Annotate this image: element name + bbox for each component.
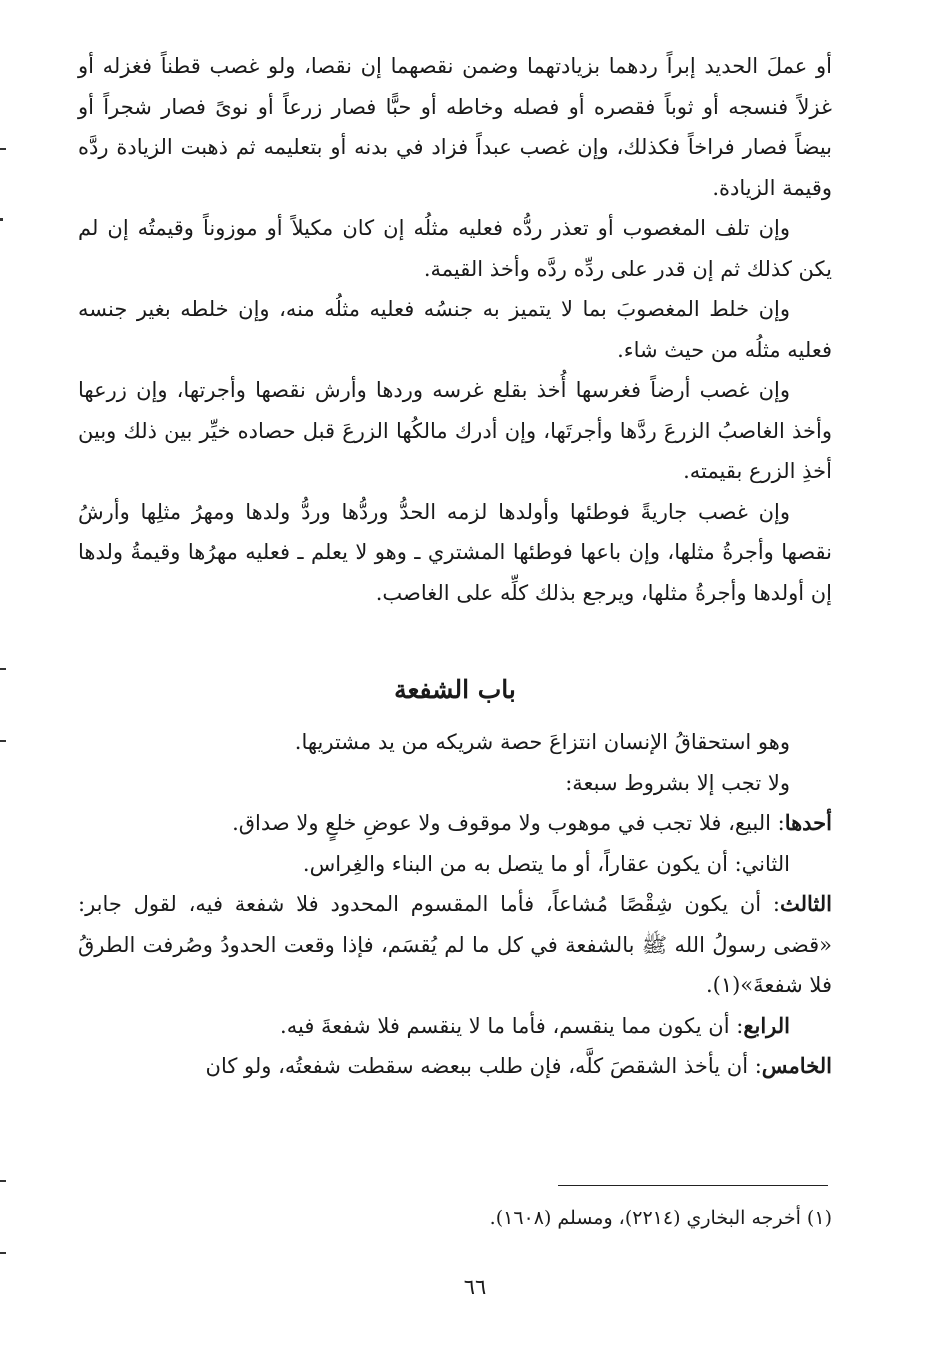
condition-1-text: : البيع، فلا تجب في موهوب ولا موقوف ولا عوضِ خلعٍ ولا صداق.: [232, 811, 785, 835]
condition-2: [78, 844, 832, 885]
scan-margin-mark: [0, 148, 6, 150]
condition-1: [78, 803, 832, 844]
condition-4-text: : أن يكون مما ينقسم، فأما ما لا ينقسم فلا شفعةَ فيه.: [280, 1013, 744, 1038]
condition-5-text: : أن يأخذ الشقصَ كلَّه، فإن طلب ببعضه سقطت شفعتُه، ولو كان: [205, 1054, 762, 1078]
shufa-conditions-intro: ولا تجب إلا بشروط سبعة:: [565, 770, 790, 795]
condition-2-text: : أن يكون عقاراً، أو ما يتصل به من البناء والغِراس.: [302, 851, 742, 876]
paragraph-ghasb-2: وإن تلف المغصوب أو تعذر ردُّه فعليه مثلُه إن كان مكيلاً أو موزوناً وقيمتُه إن لم يكن كذلك ثم إن قدر على ردِّه ردَّه وأخذ القيمة.: [78, 216, 832, 281]
condition-3: [78, 884, 832, 1006]
scan-margin-mark: [0, 218, 3, 221]
page-number: ٦٦: [463, 1275, 487, 1299]
scan-margin-mark: [0, 740, 6, 742]
scan-margin-mark: [0, 1252, 6, 1254]
condition-5: [78, 1046, 832, 1087]
paragraph-ghasb-1: أو عملَ الحديد إبراً ردهما بزيادتهما وضمن نقصهما إن نقصا، ولو غصب قطناً فغزله أو غزلاً فنسجه أو ثوباً فقصره أو فصله وخاطه أو حبًّا فصار زرعاً أو نوىً فصار شجراً أو بيضاً فصار فراخاً فكذلك، وإن غصب عبداً فزاد في بدنه أو بتعليمه ثم ذهبت الزيادة ردَّه وقيمة الزيادة.: [78, 54, 832, 200]
scan-margin-mark: [0, 1180, 6, 1182]
shufa-text-section: [78, 722, 832, 1087]
condition-4: [78, 1006, 832, 1047]
footnote: (١) أخرجه البخاري (٢٢١٤)، ومسلم (١٦٠٨).: [489, 1207, 832, 1229]
scan-margin-mark: [0, 668, 6, 670]
section-heading: باب الشفعة: [394, 675, 516, 704]
top-text-section: [78, 46, 832, 613]
condition-1-label: أحدها: [784, 810, 832, 835]
shufa-definition: وهو استحقاقُ الإنسان انتزاعَ حصة شريكه من يد مشتريها.: [294, 730, 790, 754]
paragraph-ghasb-3: وإن خلط المغصوبَ بما لا يتميز به جنسُه فعليه مثلُه منه، وإن خلطه بغير جنسه فعليه مثلُه من حيث شاء.: [78, 297, 832, 362]
condition-3-text: : أن يكون شِقْصًا مُشاعاً، فأما المقسوم المحدود فلا شفعة فيه، لقول جابر: «قضى رسولُ الله ﷺ بالشفعة في كل ما لم يُقسَم، فإذا وقعت الحدودُ وصُرفت الطرقُ فلا شفعةَ»(١).: [78, 892, 832, 997]
footnote-divider: [558, 1185, 828, 1186]
condition-3-label: الثالث: [780, 891, 832, 916]
condition-5-label: الخامس: [761, 1053, 832, 1078]
paragraph-ghasb-4: وإن غصب أرضاً فغرسها أُخذ بقلع غرسه وردها وأرش نقصها وأجرتها، وإن زرعها وأخذ الغاصبُ الزرعَ ردَّها وأجرتَها، وإن أدرك مالكُها الزرعَ قبل حصاده خيِّر بين ذلك وبين أخذِ الزرع بقيمته.: [78, 378, 832, 483]
condition-4-label: الرابع: [743, 1012, 790, 1038]
condition-2-label: الثاني: [741, 851, 790, 876]
paragraph-ghasb-5: وإن غصب جاريةً فوطئها وأولدها لزمه الحدُّ وردُّها وردُّ ولدها ومهرُ مثلِها وأرشُ نقصها وأجرةُ مثلها، وإن باعها فوطئها المشتري ـ وهو لا يعلم ـ فعليه مهرُها وقيمةُ ولدها إن أولدها وأجرةُ مثلها، ويرجع بذلك كلِّه على الغاصب.: [78, 499, 832, 605]
